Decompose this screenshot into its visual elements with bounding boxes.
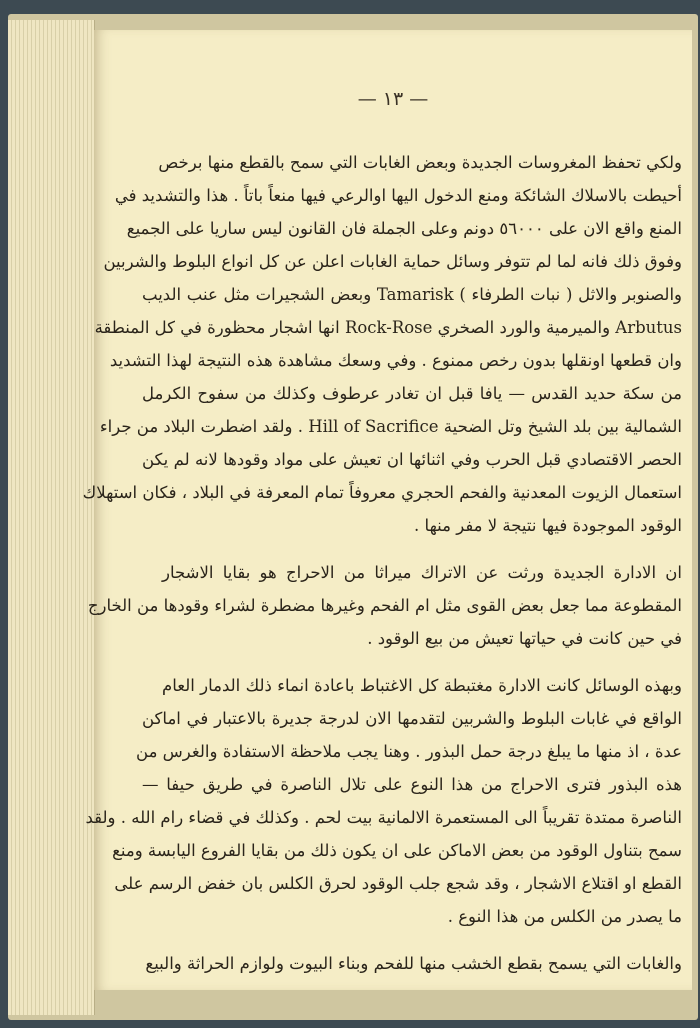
text-line: الشمالية بين بلد الشيخ وتل الضحية Hill of Sacrifice . ولقد اضطرت البلاد من جراء — [99, 417, 682, 436]
text-line: في حين كانت في حياتها تعيش من بيع الوقود . — [367, 629, 682, 648]
text-line: استعمال الزيوت المعدنية والفحم الحجري معروفاً تمام المعرفة في البلاد ، فكان استهلاك — [82, 483, 682, 502]
text-line: عدة ، اذ منها ما يبلغ درجة حمل البذور . وهنا يجب ملاحظة الاستفادة والغرس من — [136, 742, 682, 761]
text-line: المنع واقع الان على ٥٦٠٠٠ دونم وعلى الجملة فان القانون ليس ساريا على الجميع — [126, 219, 682, 238]
text-line: ما يصدر من الكلس من هذا النوع . — [447, 907, 682, 926]
text-line: والصنوبر والاثل ( نبات الطرفاء ) Tamarisk وبعض الشجيرات مثل عنب الديب — [142, 285, 682, 304]
text-line: أحيطت بالاسلاك الشائكة ومنع الدخول اليها اوالرعي فيها منعاً باتاً . هذا والتشديد في — [114, 186, 682, 205]
text-line: الحصر الاقتصادي قبل الحرب وفي اثنائها ان تعيش على مواد وقودها لانه لم يكن — [142, 450, 682, 469]
text-line: القطع او اقتلاع الاشجار ، وقد شجع جلب الوقود لحرق الكلس بان خفض الرسم على — [114, 874, 682, 893]
text-line: والغابات التي يسمح بقطع الخشب منها للفحم وبناء البيوت ولوازم الحراثة والبيع — [145, 954, 682, 973]
text-line: ولكي تحفظ المغروسات الجديدة وبعض الغابات التي سمح بالقطع منها برخص — [158, 153, 682, 172]
page-number: — ١٣ — — [357, 88, 429, 110]
text-line: الناصرة ممتدة تقريباً الى المستعمرة الالمانية بيت لحم . وكذلك في قضاء رام الله . ولقد — [85, 808, 682, 827]
page-edges — [8, 20, 95, 1015]
text-line: المقطوعة مما جعل بعض القوى مثل ام الفحم وغيرها مضطرة لشراء وقودها من الخارج — [87, 596, 682, 615]
text-line: الوقود الموجودة فيها نتيجة لا مفر منها . — [414, 516, 682, 535]
text-line: من سكة حديد القدس — يافا قبل ان تغادر عرطوف وكذلك من سفوح الكرمل — [142, 384, 682, 403]
text-line: وفوق ذلك فانه لما لم تتوفر وسائل حماية الغابات اعلن عن كل انواع البلوط والشربين — [103, 252, 682, 271]
book-page — [82, 30, 692, 990]
text-line: ان الادارة الجديدة ورثت عن الاتراك ميراثا من الاحراج هو بقايا الاشجار — [162, 563, 682, 582]
text-line: وبهذه الوسائل كانت الادارة مغتبطة كل الاغتباط باعادة انماء ذلك الدمار العام — [162, 676, 682, 695]
text-line: Arbutus والميرمية والورد الصخري Rock-Rose انها اشجار محظورة في كل المنطقة — [94, 318, 682, 337]
text-line: سمح بتناول الوقود من بعض الاماكن على ان يكون ذلك من بقايا الفروع اليابسة ومنع — [112, 841, 682, 860]
text-line: الواقع في غابات البلوط والشربين لتقدمها الان لدرجة جديرة بالاعتبار في اماكن — [142, 709, 682, 728]
text-line: هذه البذور فترى الاحراج من هذا النوع على تلال الناصرة في طريق حيفا — — [142, 775, 682, 794]
text-line: وان قطعها اونقلها بدون رخص ممنوع . وفي وسعك مشاهدة هذه النتيجة لهذا التشديد — [109, 351, 682, 370]
